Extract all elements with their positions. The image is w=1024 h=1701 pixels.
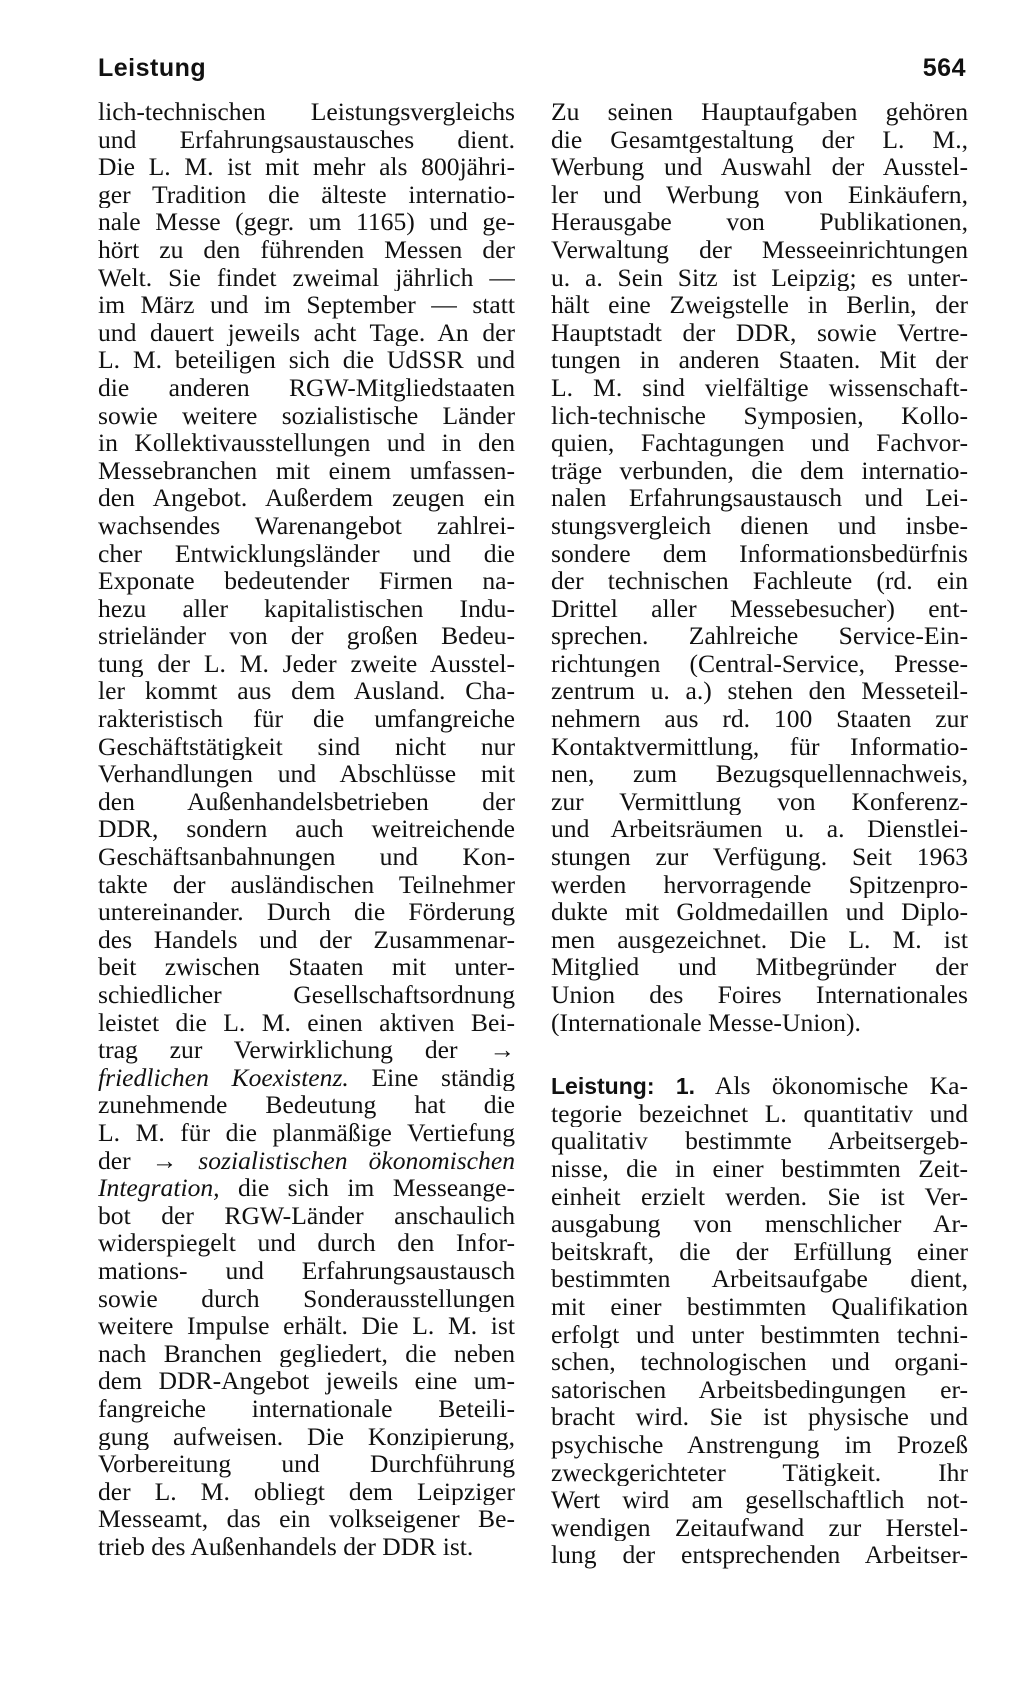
text-line: ger Tradition die älteste internatio- [98, 180, 515, 209]
text-line: beitskraft, die der Erfüllung einer [551, 1237, 968, 1266]
text-line: quien, Fachtagungen und Fachvor- [551, 429, 968, 457]
text-line: rakteristisch für die umfangreiche [98, 705, 515, 733]
right-column [551, 98, 968, 1569]
text-line: und Arbeitsräumen u. a. Dienstlei- [551, 815, 968, 844]
text-line: Hauptstadt der DDR, sowie Vertre- [551, 318, 968, 347]
text-line: L. M. sind vielfältige wissenschaft- [551, 373, 968, 402]
text-line: psychische Anstrengung im Prozeß [551, 1430, 968, 1459]
entry-separator [551, 1036, 968, 1072]
text-line: sondere dem Informationsbedürfnis [551, 539, 968, 568]
text-line: bestimmten Arbeitsaufgabe dient, [551, 1265, 968, 1293]
entry-keyword: Leistung: 1. [551, 1073, 695, 1100]
text-line: Union des Foires Internationales [551, 981, 968, 1009]
text-line: L. M. für die planmäßige Vertiefung [98, 1118, 515, 1147]
line-text: die sich im Messeange- [219, 1174, 515, 1202]
text-line: bracht wird. Sie ist physische und [551, 1403, 968, 1431]
italic-term: friedlichen Koexistenz. [98, 1063, 349, 1092]
text-line: sprechen. Zahlreiche Service-Ein- [551, 622, 968, 650]
italic-term: sozialistischen ökonomischen [198, 1146, 515, 1175]
text-line: stungen zur Verfügung. Seit 1963 [551, 843, 968, 871]
text-line: schen, technologischen und organi- [551, 1348, 968, 1376]
text-line: wendigen Zeitaufwand zur Herstel- [551, 1513, 968, 1542]
text-line: nach Branchen gegliedert, die neben [98, 1339, 515, 1368]
text-line: Verhandlungen und Abschlüsse mit [98, 760, 515, 788]
text-line: L. M. beteiligen sich die UdSSR und [98, 346, 515, 374]
text-line: und Erfahrungsaustausches dient. [98, 125, 515, 154]
text-line: dem DDR-Angebot jeweils eine um- [98, 1367, 515, 1395]
text-line: Geschäftsanbahnungen und Kon- [98, 843, 515, 871]
text-line: zentrum u. a.) stehen den Messeteil- [551, 677, 968, 706]
italic-term: Integration, [98, 1174, 220, 1202]
text-line: gung aufweisen. Die Konzipierung, [98, 1422, 515, 1451]
text-line: hezu aller kapitalistischen Indu- [98, 594, 515, 623]
text-line: mations- und Erfahrungsaustausch [98, 1256, 515, 1285]
page-header [98, 48, 966, 88]
text-line: nale Messe (gegr. um 1165) und ge- [98, 208, 515, 236]
text-line: widerspiegelt und durch den Infor- [98, 1229, 515, 1257]
text-line: einheit erzielt werden. Sie ist Ver- [551, 1182, 968, 1211]
messe-entry-continuation [551, 98, 968, 1036]
text-line: zunehmende Bedeutung hat die [98, 1091, 515, 1119]
page-number: 564 [922, 53, 966, 82]
text-line: dukte mit Goldmedaillen und Diplo- [551, 898, 968, 926]
text-line: Verwaltung der Messeeinrichtungen [551, 235, 968, 264]
entry-first-line-text: Als ökonomische Ka- [695, 1072, 968, 1100]
text-line: hält eine Zweigstelle in Berlin, der [551, 291, 968, 319]
text-line: leistet die L. M. einen aktiven Bei- [98, 1008, 515, 1037]
text-line: satorischen Arbeitsbedingungen er- [551, 1375, 968, 1404]
text-line: träge verbunden, die dem internatio- [551, 456, 968, 485]
text-line: die anderen RGW-Mitgliedstaaten [98, 373, 515, 402]
text-line: Herausgabe von Publikationen, [551, 208, 968, 236]
text-line: des Handels und der Zusammenar- [98, 925, 515, 954]
text-line: Welt. Sie findet zweimal jährlich — [98, 263, 515, 292]
text-line: schiedlicher Gesellschaftsordnung [98, 981, 515, 1009]
text-line: der technischen Fachleute (rd. ein [551, 567, 968, 595]
text-line: den Angebot. Außerdem zeugen ein [98, 484, 515, 512]
text-line: strieländer von der großen Bedeu- [98, 622, 515, 650]
text-line: ler und Werbung von Einkäufern, [551, 180, 968, 209]
text-line: Messebranchen mit einem umfassen- [98, 456, 515, 485]
text-line: richtungen (Central-Service, Presse- [551, 649, 968, 678]
text-line: den Außenhandelsbetrieben der [98, 787, 515, 816]
text-line: stungsvergleich dienen und insbe- [551, 511, 968, 540]
text-line: DDR, sondern auch weitreichende [98, 815, 515, 844]
text-line: Kontaktvermittlung, für Informatio- [551, 732, 968, 761]
text-line: die Gesamtgestaltung der L. M., [551, 125, 968, 154]
text-line: ausgabung von menschlicher Ar- [551, 1210, 968, 1238]
text-line: tungen in anderen Staaten. Mit der [551, 346, 968, 374]
text-line: fangreiche internationale Beteili- [98, 1394, 515, 1423]
text-line: tegorie bezeichnet L. quantitativ und [551, 1099, 968, 1128]
text-line: (Internationale Messe-Union). [551, 1008, 861, 1037]
text-line: zur Vermittlung von Konferenz- [551, 787, 968, 816]
text-line: lich-technischen Leistungsvergleichs [98, 98, 515, 126]
text-line: trieb des Außenhandels der DDR ist. [98, 1532, 474, 1561]
text-line: der L. M. obliegt dem Leipziger [98, 1477, 515, 1506]
text-line: sowie durch Sonderausstellungen [98, 1284, 515, 1313]
text-line: lung der entsprechenden Arbeitser- [551, 1541, 968, 1569]
text-line: Zu seinen Hauptaufgaben gehören [551, 98, 968, 126]
text-line: erfolgt und unter bestimmten techni- [551, 1320, 968, 1349]
text-line [98, 1064, 515, 1092]
text-line: qualitativ bestimmte Arbeitsergeb- [551, 1127, 968, 1155]
text-line: men ausgezeichnet. Die L. M. ist [551, 925, 968, 954]
text-line: im März und im September — statt [98, 291, 515, 319]
text-line: tung der L. M. Jeder zweite Ausstel- [98, 649, 515, 678]
text-line: takte der ausländischen Teilnehmer [98, 870, 515, 899]
running-head: Leistung [98, 53, 207, 82]
text-line [98, 1174, 515, 1202]
text-line: ler kommt aus dem Ausland. Cha- [98, 677, 515, 706]
text-line: in Kollektivausstellungen und in den [98, 429, 515, 457]
text-line: wachsendes Warenangebot zahlrei- [98, 511, 515, 540]
entry-first-line [551, 1072, 968, 1100]
leistung-entry [551, 1072, 968, 1569]
text-line: Vorbereitung und Durchführung [98, 1450, 515, 1478]
text-line: Exponate bedeutender Firmen na- [98, 567, 515, 595]
text-line: beit zwischen Staaten mit unter- [98, 953, 515, 981]
text-line: Messeamt, das ein volkseigener Be- [98, 1505, 515, 1533]
line-text: Eine ständig [348, 1063, 515, 1092]
text-line: bot der RGW-Länder anschaulich [98, 1201, 515, 1230]
text-line: zweckgerichteter Tätigkeit. Ihr [551, 1458, 968, 1487]
left-column [98, 98, 515, 1560]
text-line: trag zur Verwirklichung der → [98, 1036, 515, 1064]
text-line: mit einer bestimmten Qualifikation [551, 1292, 968, 1321]
line-text: der → [98, 1146, 199, 1175]
text-line: nisse, die in einer bestimmten Zeit- [551, 1154, 968, 1183]
text-line: weitere Impulse erhält. Die L. M. ist [98, 1312, 515, 1340]
text-line: u. a. Sein Sitz ist Leipzig; es unter- [551, 263, 968, 292]
text-line: Wert wird am gesellschaftlich not- [551, 1486, 968, 1514]
text-line: lich-technische Symposien, Kollo- [551, 401, 968, 430]
text-line: und dauert jeweils acht Tage. An der [98, 318, 515, 347]
text-line [98, 1147, 515, 1175]
text-line: cher Entwicklungsländer und die [98, 539, 515, 568]
text-line: nalen Erfahrungsaustausch und Lei- [551, 484, 968, 512]
text-line: Geschäftstätigkeit sind nicht nur [98, 732, 515, 761]
text-line: Mitglied und Mitbegründer der [551, 953, 968, 981]
text-line: Die L. M. ist mit mehr als 800jähri- [98, 153, 515, 181]
text-line: untereinander. Durch die Förderung [98, 898, 515, 926]
text-line: Drittel aller Messebesucher) ent- [551, 594, 968, 623]
text-line: hört zu den führenden Messen der [98, 235, 515, 264]
text-line: Werbung und Auswahl der Ausstel- [551, 153, 968, 181]
text-line: sowie weitere sozialistische Länder [98, 401, 515, 430]
text-line: werden hervorragende Spitzenpro- [551, 870, 968, 899]
text-line: nehmern aus rd. 100 Staaten zur [551, 705, 968, 733]
text-line: nen, zum Bezugsquellennachweis, [551, 760, 968, 788]
